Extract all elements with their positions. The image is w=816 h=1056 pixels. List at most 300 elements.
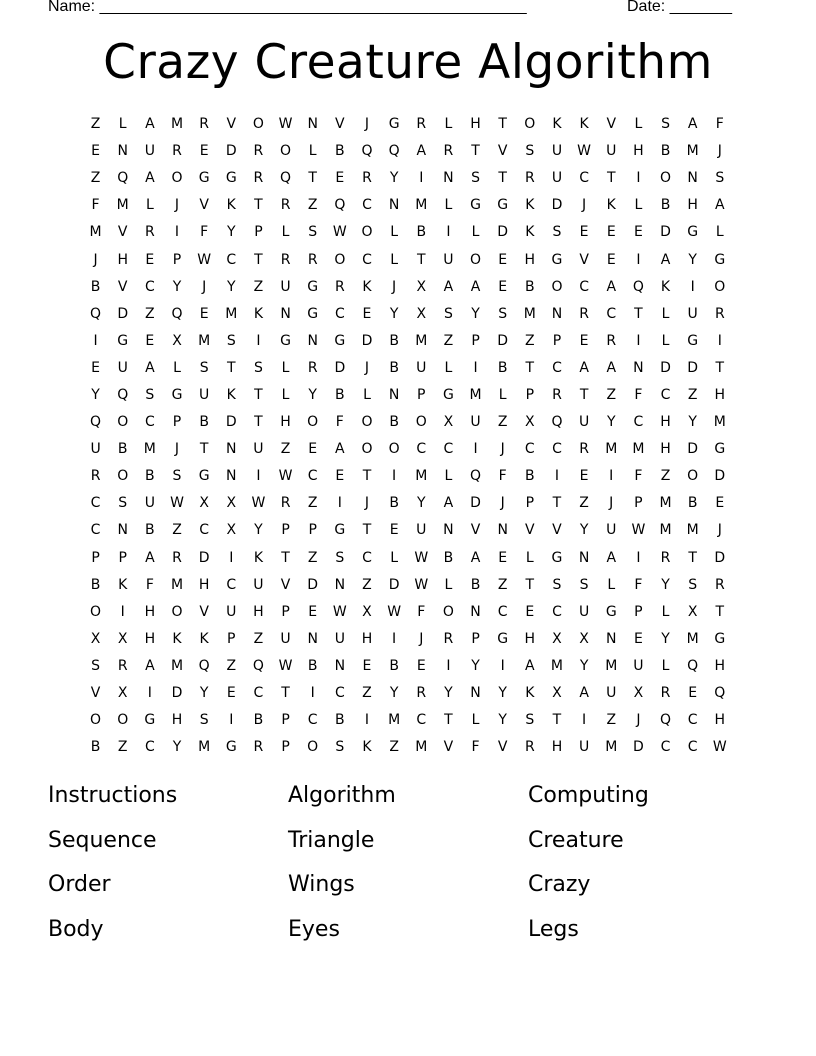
grid-letter: C (226, 576, 237, 593)
grid-letter: X (416, 278, 427, 295)
grid-letter: Q (714, 685, 726, 702)
grid-letter: L (444, 576, 453, 593)
grid-letter: Y (661, 630, 670, 647)
grid-letter: R (443, 143, 454, 160)
grid-letter: M (686, 143, 699, 160)
grid-letter: X (443, 414, 454, 431)
grid-letter: Q (361, 143, 373, 160)
grid-letter: Y (498, 685, 507, 702)
grid-letter: D (551, 197, 563, 214)
grid-letter: P (91, 549, 100, 566)
grid-letter: P (471, 630, 480, 647)
grid-letter: A (579, 359, 589, 376)
grid-letter: R (552, 386, 562, 403)
grid-letter: U (280, 278, 291, 295)
grid-letter: X (552, 685, 562, 702)
grid-letter: C (416, 441, 427, 458)
grid-letter: U (253, 576, 264, 593)
grid-letter: O (280, 143, 292, 160)
grid-letter: C (687, 712, 698, 729)
grid-letter: C (497, 603, 508, 620)
grid-letter: P (281, 712, 290, 729)
grid-letter: E (199, 305, 209, 322)
grid-letter: Y (498, 712, 507, 729)
grid-letter: Y (308, 386, 317, 403)
grid-row (82, 355, 734, 382)
grid-letter: I (636, 170, 641, 187)
grid-letter: F (417, 603, 426, 620)
grid-letter: T (688, 549, 697, 566)
grid-letter: U (578, 414, 590, 431)
grid-letter: J (202, 278, 207, 295)
name-field-label: Name: ________________________________________________ (48, 0, 527, 15)
grid-row (82, 734, 734, 761)
grid-letter: M (415, 468, 428, 485)
grid-letter: O (551, 278, 563, 295)
grid-letter: H (198, 576, 210, 593)
grid-letter: B (660, 197, 671, 214)
grid-letter: O (171, 170, 183, 187)
grid-letter: B (335, 143, 345, 160)
grid-letter: E (525, 603, 535, 620)
grid-letter: L (525, 549, 534, 566)
grid-letter: S (199, 712, 209, 729)
grid-letter: P (525, 495, 535, 512)
grid-letter: Z (253, 278, 264, 295)
grid-letter: L (661, 657, 670, 674)
grid-letter: U (144, 143, 155, 160)
grid-letter: O (361, 414, 373, 431)
grid-letter: D (714, 468, 726, 485)
grid-letter: B (443, 549, 454, 566)
grid-letter: E (91, 143, 100, 160)
grid-letter: M (143, 441, 156, 458)
grid-letter: L (444, 197, 453, 214)
grid-letter: R (524, 170, 535, 187)
grid-letter: U (117, 359, 128, 376)
grid-letter: B (145, 522, 155, 539)
grid-letter: W (278, 468, 293, 485)
grid-letter: G (280, 332, 291, 349)
grid-letter: D (225, 143, 237, 160)
grid-letter: S (715, 170, 725, 187)
grid-letter: P (281, 522, 290, 539)
grid-letter: A (660, 251, 671, 268)
grid-letter: U (578, 739, 590, 756)
grid-letter: T (362, 468, 372, 485)
grid-letter: U (416, 359, 427, 376)
grid-letter: Y (199, 685, 209, 702)
grid-letter: Z (497, 576, 508, 593)
grid-letter: U (687, 305, 698, 322)
grid-letter: J (93, 251, 98, 268)
grid-letter: K (525, 197, 535, 214)
grid-letter: S (91, 657, 101, 674)
grid-letter: F (498, 468, 507, 485)
grid-letter: L (281, 359, 290, 376)
grid-letter: O (415, 414, 427, 431)
grid-letter: I (392, 468, 397, 485)
grid-letter: C (362, 251, 372, 268)
grid-letter: I (120, 603, 125, 620)
grid-letter: S (525, 143, 535, 160)
grid-letter: N (551, 305, 563, 322)
grid-letter: Z (90, 116, 101, 133)
grid-letter: E (715, 495, 725, 512)
grid-letter: L (661, 603, 670, 620)
grid-letter: C (443, 441, 454, 458)
grid-letter: G (551, 549, 563, 566)
grid-letter: D (225, 414, 237, 431)
grid-letter: R (172, 549, 182, 566)
grid-letter: T (552, 712, 562, 729)
grid-letter: D (198, 549, 210, 566)
grid-letter: Q (551, 414, 563, 431)
grid-letter: Y (444, 685, 453, 702)
grid-letter: R (280, 495, 291, 512)
grid-letter: E (579, 332, 589, 349)
grid-letter: M (89, 224, 102, 241)
grid-letter: R (660, 685, 671, 702)
grid-letter: T (579, 386, 589, 403)
grid-letter: C (362, 197, 372, 214)
grid-letter: L (363, 386, 371, 403)
grid-letter: P (471, 332, 480, 349)
grid-letter: H (660, 414, 671, 431)
grid-letter: J (174, 197, 180, 214)
grid-letter: K (226, 386, 236, 403)
word-list-item: Legs (528, 916, 579, 942)
grid-letter: U (334, 630, 345, 647)
grid-letter: M (659, 522, 672, 539)
grid-letter: G (687, 224, 699, 241)
grid-letter: O (307, 739, 319, 756)
grid-letter: R (307, 251, 318, 268)
grid-letter: I (419, 170, 424, 187)
grid-letter: M (659, 495, 672, 512)
grid-letter: G (225, 739, 237, 756)
grid-letter: C (144, 739, 155, 756)
grid-letter: E (335, 468, 345, 485)
grid-letter: U (551, 170, 563, 187)
grid-letter: B (307, 657, 318, 674)
grid-letter: N (687, 170, 698, 187)
grid-letter: R (416, 685, 427, 702)
grid-row (82, 653, 734, 680)
grid-letter: D (497, 332, 509, 349)
grid-letter: L (498, 386, 507, 403)
grid-letter: C (660, 386, 671, 403)
grid-letter: N (334, 657, 346, 674)
grid-letter: G (470, 197, 481, 214)
grid-letter: Q (632, 278, 644, 295)
grid-letter: T (715, 359, 725, 376)
grid-letter: N (470, 685, 481, 702)
grid-row (82, 409, 734, 436)
grid-letter: O (117, 414, 129, 431)
grid-letter: R (660, 549, 671, 566)
grid-letter: S (335, 549, 345, 566)
grid-letter: Y (606, 414, 616, 431)
grid-letter: I (364, 712, 370, 729)
grid-letter: T (308, 170, 317, 187)
grid-letter: W (251, 495, 266, 512)
grid-letter: Q (280, 170, 292, 187)
grid-letter: G (551, 251, 563, 268)
grid-letter: N (470, 603, 481, 620)
grid-letter: C (144, 278, 155, 295)
grid-letter: A (579, 685, 589, 702)
grid-letter: M (170, 657, 184, 674)
grid-letter: Q (687, 657, 699, 674)
grid-letter: K (226, 197, 236, 214)
grid-letter: I (500, 657, 505, 674)
grid-letter: N (226, 468, 237, 485)
grid-letter: T (199, 441, 209, 458)
grid-letter: R (253, 143, 264, 160)
grid-letter: B (90, 576, 101, 593)
grid-letter: T (634, 305, 643, 322)
word-list-item: Computing (528, 783, 649, 808)
grid-letter: P (254, 224, 263, 241)
grid-letter: I (392, 630, 397, 647)
grid-letter: E (91, 359, 100, 376)
grid-letter: Z (497, 414, 508, 431)
grid-letter: O (361, 441, 373, 458)
grid-letter: U (226, 603, 237, 620)
grid-letter: L (390, 251, 399, 268)
grid-letter: J (174, 441, 180, 458)
grid-letter: M (198, 332, 211, 349)
grid-letter: N (633, 359, 644, 376)
grid-row (82, 545, 734, 572)
grid-letter: E (145, 332, 155, 349)
grid-letter: X (579, 630, 589, 647)
grid-letter: I (636, 549, 641, 566)
word-list-item: Algorithm (288, 783, 396, 808)
grid-letter: O (660, 170, 672, 187)
grid-letter: Z (362, 685, 372, 702)
grid-letter: U (578, 603, 590, 620)
grid-letter: O (361, 224, 373, 241)
grid-letter: O (687, 468, 699, 485)
grid-letter: X (525, 414, 535, 431)
grid-letter: Q (171, 305, 183, 322)
grid-letter: N (226, 441, 237, 458)
grid-letter: K (362, 739, 372, 756)
grid-letter: V (335, 116, 345, 133)
grid-letter: I (93, 332, 98, 349)
grid-letter: R (199, 116, 209, 133)
grid-letter: W (414, 549, 429, 566)
word-list-item: Body (48, 916, 104, 942)
grid-letter: T (226, 359, 236, 376)
grid-letter: H (714, 712, 726, 729)
grid-letter: I (609, 468, 614, 485)
grid-letter: A (715, 197, 725, 214)
grid-letter: D (687, 441, 699, 458)
grid-letter: J (636, 712, 641, 729)
grid-letter: K (525, 685, 535, 702)
grid-letter: L (607, 576, 616, 593)
grid-letter: H (714, 386, 726, 403)
grid-letter: R (606, 332, 617, 349)
grid-letter: X (90, 630, 101, 647)
grid-letter: I (310, 685, 315, 702)
grid-letter: Z (145, 305, 155, 322)
grid-letter: I (473, 359, 478, 376)
grid-letter: G (714, 251, 726, 268)
grid-letter: B (687, 495, 698, 512)
grid-row (82, 301, 734, 328)
grid-letter: H (524, 251, 536, 268)
grid-letter: Y (226, 224, 236, 241)
grid-letter: N (280, 305, 291, 322)
grid-letter: V (552, 522, 562, 539)
grid-letter: V (497, 143, 508, 160)
grid-letter: X (687, 603, 698, 620)
grid-letter: S (145, 386, 155, 403)
grid-letter: M (116, 197, 129, 214)
grid-letter: D (361, 332, 373, 349)
grid-row (82, 572, 734, 599)
grid-letter: S (552, 224, 562, 241)
grid-letter: K (172, 630, 182, 647)
grid-letter: K (606, 197, 616, 214)
grid-letter: C (579, 170, 589, 187)
grid-letter: M (686, 630, 699, 647)
grid-row (82, 111, 734, 138)
word-search-grid (82, 111, 734, 761)
grid-letter: Y (688, 251, 697, 268)
grid-letter: A (606, 549, 617, 566)
grid-letter: Z (280, 441, 291, 458)
grid-letter: F (335, 414, 344, 431)
grid-letter: O (714, 278, 726, 295)
grid-letter: Y (172, 278, 182, 295)
grid-letter: I (229, 549, 234, 566)
grid-letter: I (147, 685, 152, 702)
grid-letter: P (227, 630, 236, 647)
grid-letter: O (90, 603, 102, 620)
grid-row (82, 463, 734, 490)
grid-letter: W (414, 576, 429, 593)
grid-letter: C (579, 278, 589, 295)
grid-letter: L (145, 197, 154, 214)
grid-letter: Y (91, 386, 100, 403)
grid-letter: M (605, 441, 618, 458)
grid-letter: D (307, 576, 319, 593)
grid-letter: C (687, 739, 698, 756)
grid-letter: C (334, 685, 345, 702)
grid-letter: G (497, 197, 509, 214)
grid-letter: W (631, 522, 646, 539)
grid-letter: D (687, 359, 699, 376)
grid-letter: N (606, 630, 617, 647)
grid-letter: Y (579, 657, 589, 674)
grid-letter: N (497, 522, 508, 539)
grid-letter: I (717, 332, 722, 349)
grid-letter: Q (388, 143, 400, 160)
grid-letter: E (579, 468, 589, 485)
grid-letter: Q (470, 468, 482, 485)
grid-letter: C (606, 305, 617, 322)
grid-letter: Q (117, 386, 129, 403)
grid-letter: W (387, 603, 402, 620)
grid-letter: F (715, 116, 724, 133)
grid-letter: V (199, 603, 209, 620)
grid-letter: M (713, 414, 726, 431)
grid-letter: X (226, 522, 237, 539)
grid-letter: Z (389, 739, 399, 756)
grid-letter: G (198, 468, 210, 485)
grid-letter: G (225, 170, 237, 187)
grid-row (82, 707, 734, 734)
grid-letter: U (551, 143, 563, 160)
grid-letter: R (362, 170, 372, 187)
grid-letter: E (362, 657, 372, 674)
word-list-item: Triangle (288, 827, 375, 853)
grid-letter: X (226, 495, 237, 512)
grid-letter: S (226, 332, 236, 349)
word-list-item: Order (48, 872, 111, 897)
grid-letter: S (471, 170, 480, 187)
grid-letter: C (524, 441, 535, 458)
grid-row (82, 490, 734, 517)
grid-letter: V (606, 116, 617, 133)
grid-letter: H (524, 630, 536, 647)
grid-letter: T (498, 116, 507, 133)
grid-row (82, 517, 734, 544)
grid-letter: G (144, 712, 156, 729)
grid-letter: U (144, 495, 155, 512)
grid-letter: N (334, 576, 346, 593)
grid-letter: R (416, 116, 427, 133)
grid-letter: H (253, 603, 264, 620)
grid-letter: M (170, 576, 184, 593)
grid-letter: L (444, 359, 453, 376)
grid-row (82, 382, 734, 409)
grid-letter: O (470, 251, 482, 268)
grid-letter: L (471, 712, 480, 729)
grid-letter: Q (90, 305, 102, 322)
grid-letter: L (634, 116, 643, 133)
grid-letter: L (390, 224, 399, 241)
grid-letter: P (552, 332, 562, 349)
grid-letter: P (172, 414, 182, 431)
grid-letter: D (660, 224, 671, 241)
grid-letter: E (308, 603, 318, 620)
grid-letter: U (90, 441, 101, 458)
grid-letter: E (498, 251, 508, 268)
grid-letter: I (256, 468, 261, 485)
word-list-item: Crazy (528, 872, 591, 897)
grid-letter: A (606, 278, 617, 295)
grid-letter: L (634, 197, 643, 214)
grid-letter: G (117, 332, 129, 349)
grid-letter: A (145, 170, 155, 187)
grid-letter: X (552, 630, 562, 647)
grid-letter: P (308, 522, 317, 539)
grid-letter: E (498, 278, 508, 295)
grid-letter: R (172, 143, 182, 160)
grid-letter: I (337, 495, 342, 512)
grid-letter: I (229, 712, 234, 729)
grid-letter: G (442, 386, 454, 403)
grid-letter: U (606, 685, 617, 702)
grid-letter: U (199, 386, 210, 403)
grid-letter: N (307, 630, 318, 647)
